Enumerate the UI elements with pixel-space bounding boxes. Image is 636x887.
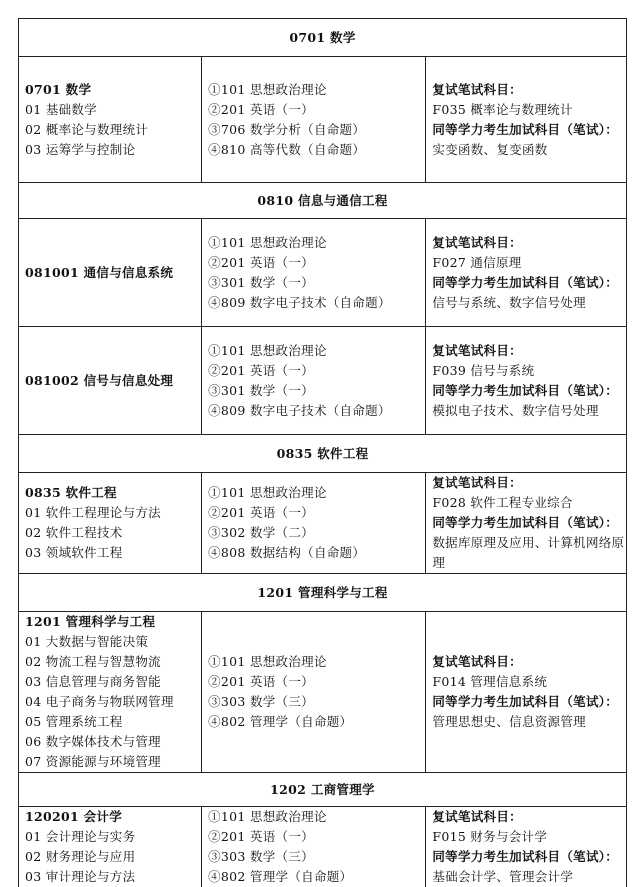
major-name: 0701 数学 (25, 80, 201, 100)
extra-label: 同等学力考生加试科目（笔试）： (432, 120, 626, 140)
exam-item: ①101 思想政治理论 (208, 233, 425, 253)
retest-cell (426, 473, 627, 574)
exam-item: ②201 英语（一） (208, 253, 425, 273)
exam-cell (202, 612, 426, 773)
exam-item: ①101 思想政治理论 (208, 80, 425, 100)
exam-item: ①101 思想政治理论 (208, 652, 425, 672)
exam-item: ③301 数学（一） (208, 273, 425, 293)
section-title: 0835 软件工程 (19, 435, 627, 473)
exam-item: ③301 数学（一） (208, 381, 425, 401)
extra-label: 同等学力考生加试科目（笔试）： (432, 847, 626, 867)
exam-item: ④809 数字电子技术（自命题） (208, 401, 425, 421)
major-cell (19, 219, 202, 327)
major-name: 081002 信号与信息处理 (25, 371, 201, 391)
table-row (19, 219, 627, 327)
exam-item: ②201 英语（一） (208, 672, 425, 692)
exam-cell (202, 807, 426, 887)
exam-item: ①101 思想政治理论 (208, 483, 425, 503)
direction-item: 07 资源能源与环境管理 (25, 752, 201, 772)
direction-item: 06 数字媒体技术与管理 (25, 732, 201, 752)
exam-item: ①101 思想政治理论 (208, 341, 425, 361)
table-row (19, 473, 627, 574)
exam-item: ④802 管理学（自命题） (208, 867, 425, 887)
exam-item: ④802 管理学（自命题） (208, 712, 425, 732)
exam-item: ④810 高等代数（自命题） (208, 140, 425, 160)
table-row (19, 807, 627, 887)
major-cell (19, 57, 202, 183)
direction-item: 01 软件工程理论与方法 (25, 503, 201, 523)
exam-item: ②201 英语（一） (208, 827, 425, 847)
section-title: 1201 管理科学与工程 (19, 574, 627, 612)
retest-label: 复试笔试科目： (432, 473, 626, 493)
extra-subjects: 模拟电子技术、数字信号处理 (432, 401, 626, 421)
exam-item: ③302 数学（二） (208, 523, 425, 543)
direction-item: 01 会计理论与实务 (25, 827, 201, 847)
direction-item: 03 信息管理与商务智能 (25, 672, 201, 692)
exam-cell (202, 57, 426, 183)
extra-subjects: 管理思想史、信息资源管理 (432, 712, 626, 732)
retest-label: 复试笔试科目： (432, 80, 626, 100)
section-header (19, 773, 627, 807)
extra-subjects: 基础会计学、管理会计学 (432, 867, 626, 887)
major-cell (19, 327, 202, 435)
extra-subjects: 信号与系统、数字信号处理 (432, 293, 626, 313)
extra-label: 同等学力考生加试科目（笔试）： (432, 513, 626, 533)
retest-cell (426, 219, 627, 327)
retest-cell (426, 807, 627, 887)
exam-cell (202, 473, 426, 574)
extra-subjects: 实变函数、复变函数 (432, 140, 626, 160)
major-name: 0835 软件工程 (25, 483, 201, 503)
exam-item: ④808 数据结构（自命题） (208, 543, 425, 563)
exam-item: ③303 数学（三） (208, 847, 425, 867)
section-header (19, 183, 627, 219)
major-name: 081001 通信与信息系统 (25, 263, 201, 283)
retest-subject: F039 信号与系统 (432, 361, 626, 381)
table-row (19, 57, 627, 183)
retest-subject: F035 概率论与数理统计 (432, 100, 626, 120)
retest-cell (426, 612, 627, 773)
direction-item: 01 基础数学 (25, 100, 201, 120)
direction-item: 03 运筹学与控制论 (25, 140, 201, 160)
table-row (19, 327, 627, 435)
retest-label: 复试笔试科目： (432, 807, 626, 827)
major-name: 120201 会计学 (25, 807, 201, 827)
exam-item: ③706 数学分析（自命题） (208, 120, 425, 140)
extra-label: 同等学力考生加试科目（笔试）： (432, 692, 626, 712)
admission-table (18, 18, 627, 887)
exam-item: ②201 英语（一） (208, 100, 425, 120)
retest-label: 复试笔试科目： (432, 652, 626, 672)
direction-item: 04 电子商务与物联网管理 (25, 692, 201, 712)
major-cell (19, 473, 202, 574)
table-row (19, 612, 627, 773)
retest-cell (426, 327, 627, 435)
direction-item: 02 软件工程技术 (25, 523, 201, 543)
retest-label: 复试笔试科目： (432, 233, 626, 253)
retest-subject: F014 管理信息系统 (432, 672, 626, 692)
section-title: 0701 数学 (19, 19, 627, 57)
section-title: 1202 工商管理学 (19, 773, 627, 807)
extra-label: 同等学力考生加试科目（笔试）： (432, 381, 626, 401)
exam-item: ③303 数学（三） (208, 692, 425, 712)
retest-cell (426, 57, 627, 183)
major-cell (19, 807, 202, 887)
extra-subjects: 数据库原理及应用、计算机网络原理 (432, 533, 626, 573)
section-title: 0810 信息与通信工程 (19, 183, 627, 219)
retest-subject: F028 软件工程专业综合 (432, 493, 626, 513)
major-name: 1201 管理科学与工程 (25, 612, 201, 632)
direction-item: 02 概率论与数理统计 (25, 120, 201, 140)
direction-item: 02 物流工程与智慧物流 (25, 652, 201, 672)
direction-item: 02 财务理论与应用 (25, 847, 201, 867)
retest-label: 复试笔试科目： (432, 341, 626, 361)
section-header (19, 435, 627, 473)
direction-item: 03 领域软件工程 (25, 543, 201, 563)
exam-item: ④809 数字电子技术（自命题） (208, 293, 425, 313)
direction-item: 05 管理系统工程 (25, 712, 201, 732)
retest-subject: F015 财务与会计学 (432, 827, 626, 847)
exam-item: ②201 英语（一） (208, 503, 425, 523)
section-header (19, 19, 627, 57)
exam-item: ①101 思想政治理论 (208, 807, 425, 827)
section-header (19, 574, 627, 612)
exam-cell (202, 219, 426, 327)
exam-cell (202, 327, 426, 435)
direction-item: 01 大数据与智能决策 (25, 632, 201, 652)
direction-item: 03 审计理论与方法 (25, 867, 201, 887)
major-cell (19, 612, 202, 773)
exam-item: ②201 英语（一） (208, 361, 425, 381)
extra-label: 同等学力考生加试科目（笔试）： (432, 273, 626, 293)
retest-subject: F027 通信原理 (432, 253, 626, 273)
